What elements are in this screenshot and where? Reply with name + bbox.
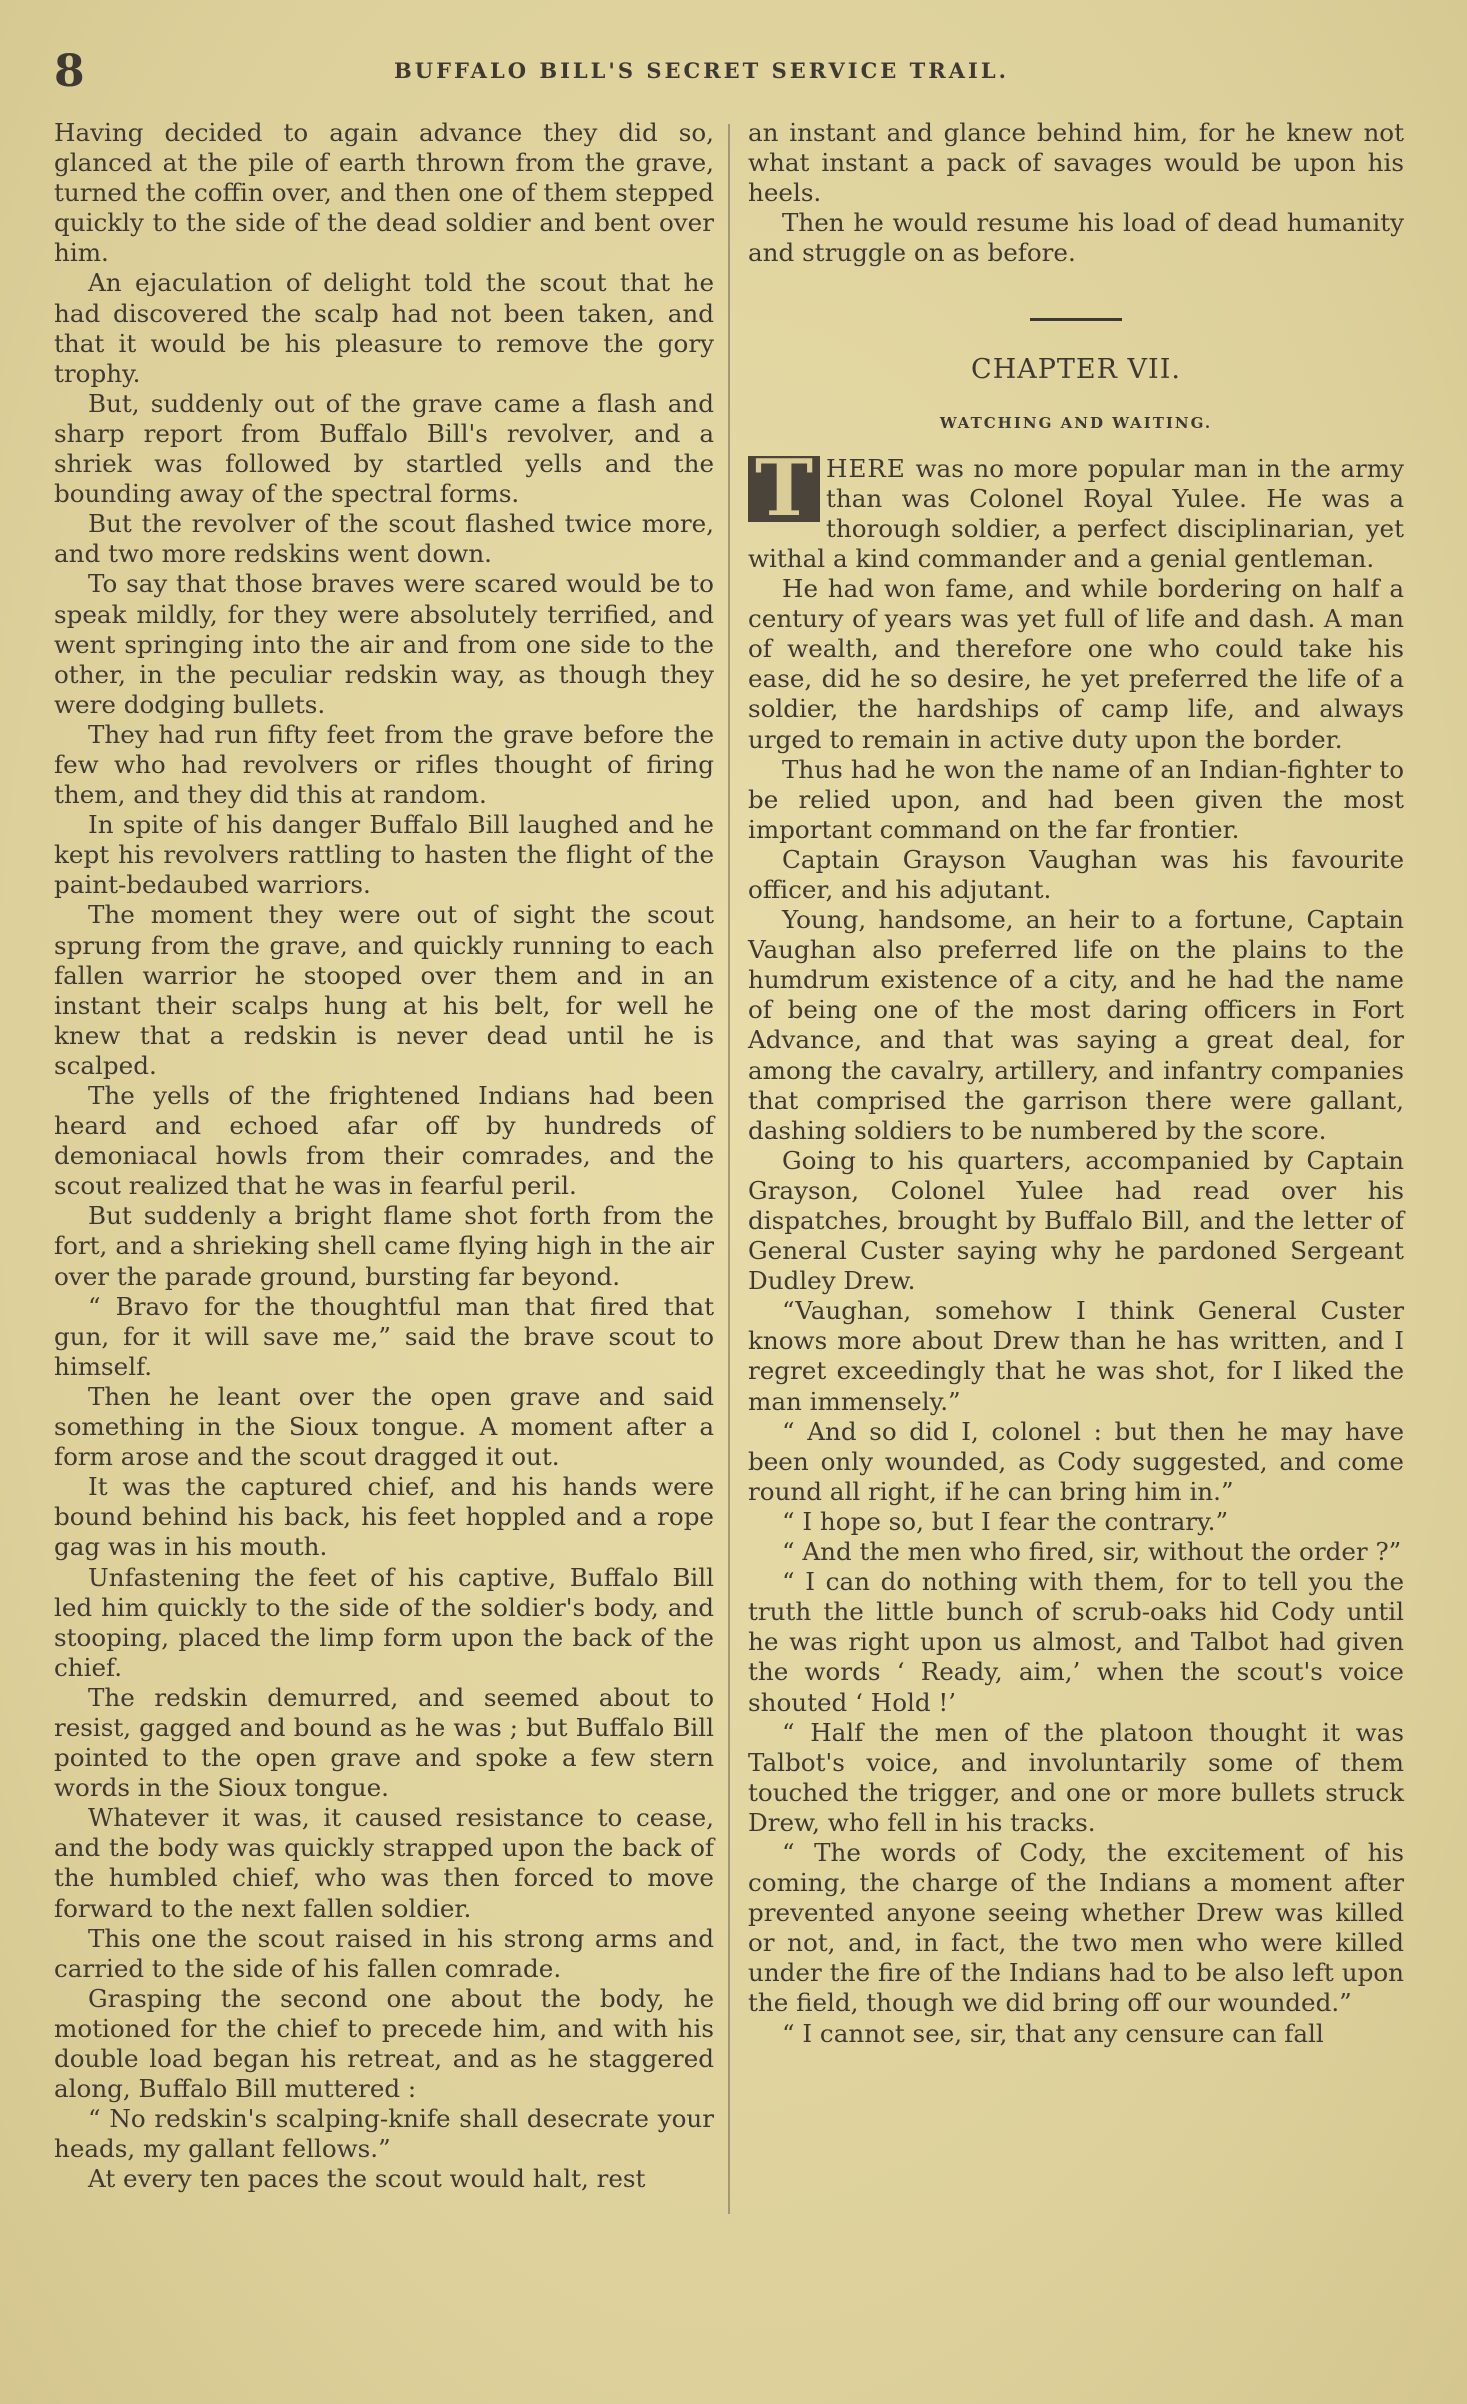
paragraph: It was the captured chief, and his hands were bound behind his back, his feet hoppled and a rope gag was in his mouth. [54, 1472, 714, 1562]
paragraph: This one the scout raised in his strong arms and carried to the side of his fallen comrade. [54, 1923, 714, 1983]
column-divider [728, 124, 730, 2214]
paragraph: Unfastening the feet of his captive, Buffalo Bill led him quickly to the side of the soldier's body, and stooping, placed the limp form upon the back of the chief. [54, 1562, 714, 1682]
paragraph: “ I hope so, but I fear the contrary.” [782, 1506, 1229, 1536]
paragraph: In spite of his danger Buffalo Bill laughed and he kept his revolvers rattling to hasten the flight of the paint-bedaubed warriors. [54, 810, 714, 900]
paragraph: Captain Grayson Vaughan was his favourite officer, and his adjutant. [748, 844, 1404, 904]
paragraph: But the revolver of the scout flashed twice more, and two more redskins went down. [54, 509, 714, 569]
paragraph: “ Bravo for the thoughtful man that fired that gun, for it will save me,” said the brave scout to himself. [54, 1291, 714, 1381]
paragraph: The moment they were out of sight the scout sprung from the grave, and quickly running to each fallen warrior he stooped over them and in an instant their scalps hung at his belt, for well he knew that a redskin is never dead until he is scalped. [54, 900, 714, 1080]
paragraph: Grasping the second one about the body, he motioned for the chief to precede him, and with his double load began his retreat, and as he staggered along, Buffalo Bill muttered : [54, 1983, 714, 2104]
paragraph: “ Half the men of the platoon thought it was Talbot's voice, and involuntarily some of them touched the trigger, and one or more bullets struck Drew, who fell in his tracks. [748, 1717, 1404, 1837]
paragraph: He had won fame, and while bordering on half a century of years was yet full of life and dash. A man of wealth, and therefore one who could take his ease, did he so desire, he yet preferred the life of a soldier, the hardships of camp life, and always urged to remain in active duty upon the border. [748, 574, 1404, 754]
right-column [748, 118, 1404, 2049]
paragraph: Thus had he won the name of an Indian-fighter to be relied upon, and had been given the most important command on the far frontier. [748, 754, 1404, 844]
paragraph: an instant and glance behind him, for he knew not what instant a pack of savages would be upon his heels. [748, 118, 1404, 208]
page-header [54, 46, 1414, 97]
paragraph: But, suddenly out of the grave came a flash and sharp report from Buffalo Bill's revolver, and a shriek was followed by startled yells and the bounding away of the spectral forms. [54, 388, 714, 509]
paragraph: Going to his quarters, accompanied by Captain Grayson, Colonel Yulee had read over his dispatches, brought by Buffalo Bill, and the letter of General Custer saying why he pardoned Sergeant Dudley Drew. [748, 1145, 1404, 1296]
paragraph: “ And so did I, colonel : but then he may have been only wounded, as Cody suggested, and come round all right, if he can bring him in.” [748, 1416, 1404, 1506]
paragraph: “ I can do nothing with them, for to tell you the truth the little bunch of scrub-oaks hid Cody until he was right upon us almost, and Talbot had given the words ‘ Ready, aim,’ when the scout's voice shouted ‘ Hold !’ [748, 1567, 1404, 1717]
left-column [54, 118, 714, 2194]
paragraph-text: was no more popular man in the army than was Colonel Royal Yulee. He was a thorough soldier, a perfect disciplinarian, yet withal a kind commander and a genial gentleman. [748, 453, 1404, 573]
section-separator [1030, 318, 1122, 321]
paragraph: “ I cannot see, sir, that any censure can fall [782, 2018, 1324, 2048]
running-head: BUFFALO BILL'S SECRET SERVICE TRAIL. [394, 58, 1009, 83]
paragraph: “Vaughan, somehow I think General Custer knows more about Drew than he has written, and I regret exceedingly that he was shot, for I liked the man immensely.” [748, 1296, 1404, 1416]
page-number: 8 [54, 46, 85, 97]
paragraph: Having decided to again advance they did so, glanced at the pile of earth thrown from the grave, turned the coffin over, and then one of them stepped quickly to the side of the dead soldier and bent over him. [54, 118, 714, 268]
paragraph: The redskin demurred, and seemed about to resist, gagged and bound as he was ; but Buffalo Bill pointed to the open grave and spoke a few stern words in the Sioux tongue. [54, 1682, 714, 1803]
chapter-title: CHAPTER VII. [971, 354, 1181, 386]
paragraph: Young, handsome, an heir to a fortune, Captain Vaughan also preferred life on the plains to the humdrum existence of a city, and he had the name of being one of the most daring officers in Fort Advance, and that was saying a great deal, for among the cavalry, artillery, and infantry companies that comprised the garrison there were gallant, dashing soldiers to be numbered by the score. [748, 905, 1404, 1145]
drop-cap: T [748, 456, 820, 522]
paragraph: An ejaculation of delight told the scout that he had discovered the scalp had not been taken, and that it would be his pleasure to remove the gory trophy. [54, 268, 714, 388]
paragraph: To say that those braves were scared would be to speak mildly, for they were absolutely terrified, and went springing into the air and from one side to the other, in the peculiar redskin way, as though they were dodging bullets. [54, 569, 714, 719]
paragraph: “ The words of Cody, the excitement of his coming, the charge of the Indians a moment after prevented anyone seeing whether Drew was killed or not, and, in fact, the two men who were killed under the fire of the Indians had to be also left upon the field, though we did bring off our wounded.” [748, 1837, 1404, 2018]
paragraph: Then he leant over the open grave and said something in the Sioux tongue. A moment after a form arose and the scout dragged it out. [54, 1381, 714, 1472]
paragraph: “ No redskin's scalping-knife shall desecrate your heads, my gallant fellows.” [54, 2104, 714, 2164]
paragraph: At every ten paces the scout would halt, rest [88, 2164, 646, 2194]
paragraph: Whatever it was, it caused resistance to cease, and the body was quickly strapped upon the back of the humbled chief, who was then forced to move forward to the next fallen soldier. [54, 1803, 714, 1923]
paragraph: But suddenly a bright flame shot forth from the fort, and a shrieking shell came flying high in the air over the parade ground, bursting far beyond. [54, 1201, 714, 1291]
chapter-subtitle: WATCHING AND WAITING. [939, 413, 1213, 432]
first-word: HERE [826, 453, 906, 483]
paragraph: The yells of the frightened Indians had been heard and echoed afar off by hundreds of demoniacal howls from their comrades, and the scout realized that he was in fearful peril. [54, 1081, 714, 1201]
paragraph: Then he would resume his load of dead humanity and struggle on as before. [748, 208, 1404, 268]
chapter-opening-paragraph [748, 442, 1404, 574]
paragraph: “ And the men who fired, sir, without the order ?” [782, 1537, 1402, 1567]
paragraph: They had run fifty feet from the grave before the few who had revolvers or rifles thought of firing them, and they did this at random. [54, 719, 714, 810]
